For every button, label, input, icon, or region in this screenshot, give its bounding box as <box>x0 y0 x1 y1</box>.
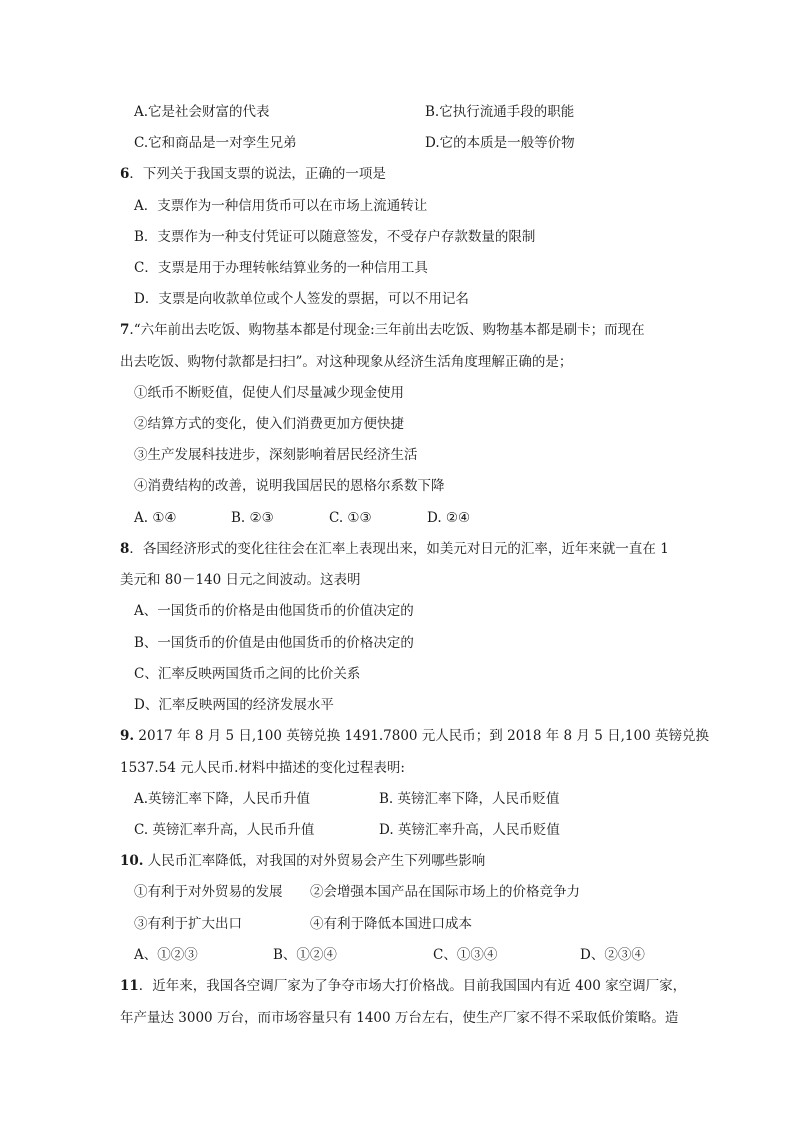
q7-option-c: C. ①③ <box>329 510 372 526</box>
q8-stem-line1 <box>120 539 669 559</box>
q11-stem-text1: ．近年来，我国各空调厂家为了争夺市场大打价格战。目前我国国内有近 400 家空调厂家， <box>138 978 687 994</box>
q7-stem-line2: 出去吃饭、购物付款都是扫扫”。对这种现象从经济生活角度理解正确的是； <box>120 354 573 370</box>
q5-option-d: D.它的本质是一般等价物 <box>425 135 575 151</box>
q7-option-d: D. ②④ <box>427 510 471 526</box>
q6-option-a: A．支票作为一种信用货币可以在市场上流通转让 <box>134 198 428 214</box>
q10-option-b: B、①②④ <box>273 947 337 963</box>
q8-option-b: B、一国货币的价值是由他国货币的价格决定的 <box>134 635 414 651</box>
q10-stem-text: 人民币汇率降低，对我国的对外贸易会产生下列哪些影响 <box>143 853 486 869</box>
q8-option-d: D、汇率反映两国的经济发展水平 <box>134 697 334 713</box>
q8-stem-text1: ．各国经济形式的变化往往会在汇率上表现出来，如美元对日元的汇率，近年来就一直在 1 <box>129 541 669 557</box>
q5-option-a: A.它是社会财富的代表 <box>134 104 270 120</box>
q10-option-c: C、①③④ <box>433 947 498 963</box>
q6-stem-text: ．下列关于我国支票的说法，正确的一项是 <box>129 166 386 182</box>
q7-stem-text1: .“六年前出去吃饭、购物基本都是付现金:三年前出去吃饭、购物基本都是刷卡；而现在 <box>129 322 645 338</box>
q8-stem-line2: 美元和 80－140 日元之间波动。这表明 <box>120 572 361 588</box>
q9-option-b: B. 英镑汇率下降，人民币贬值 <box>379 791 560 807</box>
q9-number: 9. <box>120 728 135 744</box>
q7-number: 7 <box>120 322 130 338</box>
q9-stem-line1 <box>120 726 709 746</box>
q7-statement-1: ①纸币不断贬值，促使人们尽量减少现金使用 <box>134 385 404 401</box>
q11-stem-line1 <box>120 976 686 996</box>
q6-number: 6 <box>120 166 130 182</box>
q5-option-c: C.它和商品是一对孪生兄弟 <box>134 135 297 151</box>
q5-option-b: B.它执行流通手段的职能 <box>425 104 575 120</box>
q9-stem-text1: 2017 年 8 月 5 日,100 英镑兑换 1491.7800 元人民币；到 2018 年 8 月 5 日,100 英镑兑换 <box>134 728 709 744</box>
q8-option-c: C、汇率反映两国货币之间的比价关系 <box>134 666 361 682</box>
q11-stem-line2: 年产量达 3000 万台，而市场容量只有 1400 万台左右，使生产厂家不得不采取低价策略。造 <box>120 1010 679 1026</box>
q10-statement-4: ④有利于降低本国进口成本 <box>310 916 472 932</box>
q7-stem-line1 <box>120 320 645 340</box>
q10-statement-1: ①有利于对外贸易的发展 <box>134 884 283 900</box>
q9-option-c: C. 英镑汇率升高，人民币升值 <box>134 822 315 838</box>
q10-option-a: A、①②③ <box>134 947 198 963</box>
q7-statement-3: ③生产发展科技进步，深刻影响着居民经济生活 <box>134 447 418 463</box>
q7-option-b: B. ②③ <box>231 510 274 526</box>
q6-option-d: D．支票是向收款单位或个人签发的票据，可以不用记名 <box>134 291 469 307</box>
q7-statement-4: ④消费结构的改善，说明我国居民的恩格尔系数下降 <box>134 478 445 494</box>
q7-option-a: A. ①④ <box>134 510 177 526</box>
q8-option-a: A、一国货币的价格是由他国货币的价值决定的 <box>134 603 414 619</box>
q10-option-d: D、②③④ <box>580 947 645 963</box>
q7-statement-2: ②结算方式的变化，使入们消费更加方便快捷 <box>134 416 404 432</box>
q8-number: 8 <box>120 541 130 557</box>
q11-number: 11 <box>120 978 139 994</box>
q10-stem <box>120 851 485 871</box>
q6-stem <box>120 164 386 184</box>
q9-option-d: D. 英镑汇率升高，人民币贬值 <box>379 822 560 838</box>
q6-option-c: C．支票是用于办理转帐结算业务的一种信用工具 <box>134 260 428 276</box>
q9-stem-line2: 1537.54 元人民币.材料中描述的变化过程表明: <box>120 760 405 776</box>
q9-option-a: A.英镑汇率下降，人民币升值 <box>134 791 311 807</box>
q10-statement-2: ②会增强本国产品在国际市场上的价格竞争力 <box>310 884 580 900</box>
q10-number: 10. <box>120 853 144 869</box>
q6-option-b: B．支票作为一种支付凭证可以随意签发，不受存户存款数量的限制 <box>134 229 536 245</box>
q10-statement-3: ③有利于扩大出口 <box>134 916 242 932</box>
